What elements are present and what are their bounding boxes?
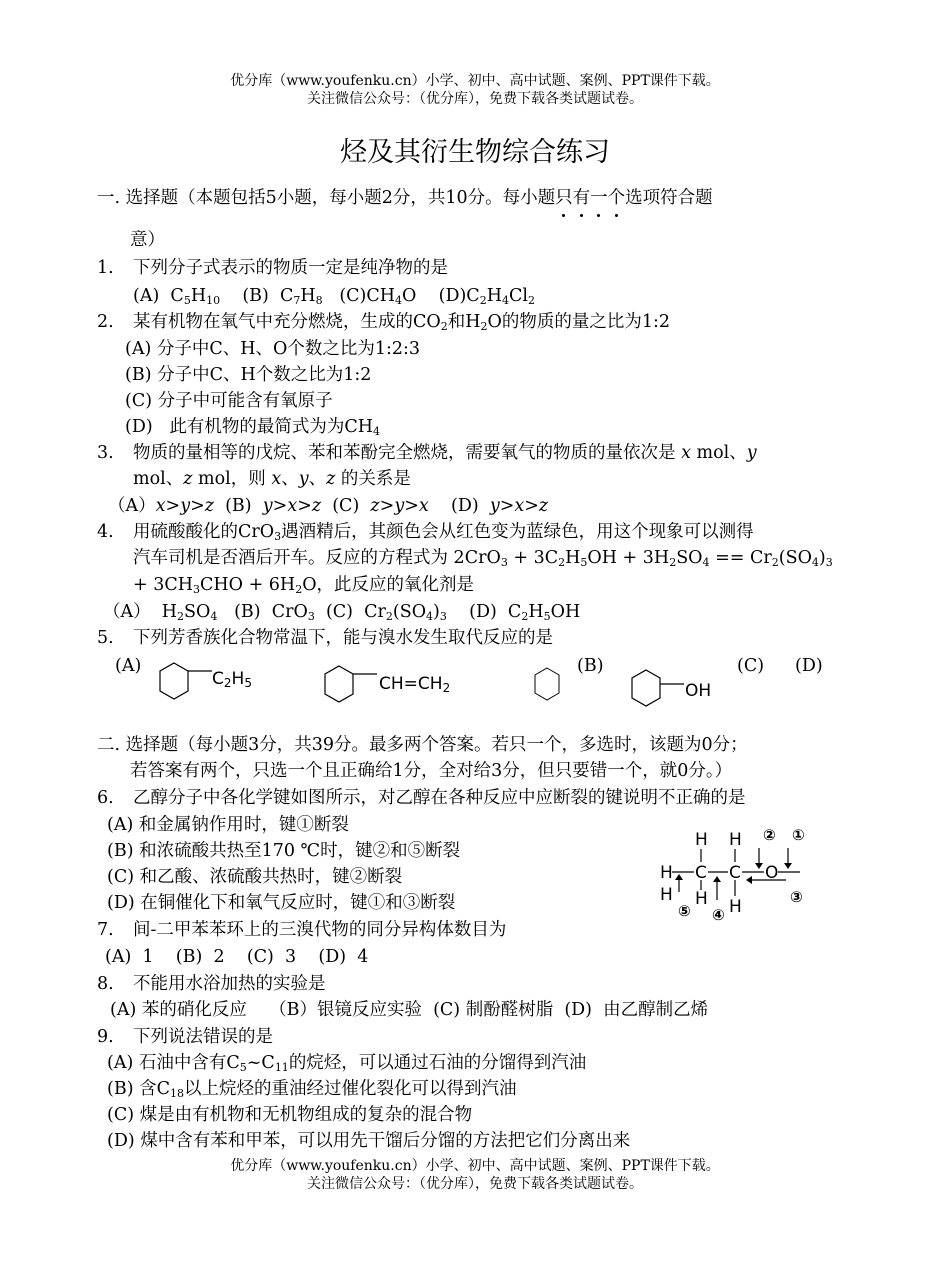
q7-number: 7. <box>97 920 114 940</box>
bond-label-3: ③ <box>790 888 803 906</box>
q3-options: （A）x>y>z (B) y>x>z (C) z>y>x (D) y>x>z <box>108 496 549 516</box>
q8-number: 8. <box>97 974 114 994</box>
q1-number: 1. <box>97 258 114 278</box>
section2-line-1: 二. 选择题（每小题3分，共39分。最多两个答案。若只一个，多选时，该题为0分； <box>97 735 748 755</box>
arrowhead-2 <box>755 863 763 869</box>
q9-option-a: (A) 石油中含有$C_5\sim C_{11}$的烷烃，可以通过石油的分馏得到汽油 <box>107 1053 587 1074</box>
group-vinyl: CH=CH2 <box>379 674 451 695</box>
footer-line-2: 关注微信公众号：（优分库），免费下载各类试题试卷。 <box>307 1176 643 1192</box>
q3-line-2: mol、z mol，则 x、y、z 的关系是 <box>133 469 411 489</box>
ethanol-bond-diagram <box>650 818 830 928</box>
structure-ethylbenzene <box>150 655 260 715</box>
q8-options: (A) 苯的硝化反应 （B）银镜反应实验 (C) 制酚醛树脂 (D) 由乙醇制乙烯 <box>110 1000 709 1020</box>
atom-h-bottom-1: H <box>695 889 708 909</box>
group-ethyl: C2H5 <box>212 669 252 690</box>
q6-option-d: (D) 在铜催化下和氧气反应时，键①和③断裂 <box>107 893 456 913</box>
bond-label-4: ④ <box>712 906 725 924</box>
benzene-ring-c <box>535 668 559 700</box>
header-line-2: 关注微信公众号：（优分库），免费下载各类试题试卷。 <box>307 91 643 107</box>
emphasis-char-3: 一 <box>590 188 608 208</box>
q4-line-1: 用硫酸酸化的CrO$_3$遇酒精后，其颜色会从红色变为蓝绿色，用这个现象可以测得 <box>133 522 754 543</box>
q1-options: (A) $C_5H_{10}$ (B) $C_7H_8$ $(C)CH_4O$ $(D)C_2H_4Cl_2$ <box>133 286 535 307</box>
atom-c-1: C <box>695 863 707 883</box>
q4-line-3: + $3CH_3CHO + 6H_2O$，此反应的氧化剂是 <box>133 575 475 596</box>
q5-label-a: (A) <box>115 656 142 676</box>
section1-heading-b: 选项符合题 <box>625 188 713 208</box>
emphasis-char-2: 有 <box>572 188 591 208</box>
q9-option-b: (B) 含$C_{18}$以上烷烃的重油经过催化裂化可以得到汽油 <box>107 1079 517 1100</box>
q2-option-d: (D) 此有机物的最简式为为$CH_4$ <box>125 417 381 438</box>
q5-number: 5. <box>97 628 114 648</box>
q2-text: 某有机物在氧气中充分燃烧，生成的$CO_2$和$H_2O$的物质的量之比为1:2 <box>133 312 671 333</box>
arrowhead-1 <box>784 863 792 869</box>
q4-line-2: 汽车司机是否酒后开车。反应的方程式为 $2CrO_3 + 3C_2H_5OH + 3H_2SO_4 == Cr_2(SO_4)_3$ <box>133 548 833 569</box>
structure-styrene <box>315 658 475 716</box>
footer-line-1: 优分库（www.youfenku.cn）小学、初中、高中试题、案例、PPT课件下载。 <box>230 1158 720 1174</box>
q6-option-c: (C) 和乙酸、浓硫酸共热时，键②断裂 <box>107 867 403 887</box>
arrowhead-4 <box>713 876 721 882</box>
arrowhead-5 <box>675 874 683 880</box>
atom-h-bottom-2: H <box>729 897 742 917</box>
structure-benzene <box>525 660 575 715</box>
atom-h-top-1: H <box>695 830 708 850</box>
q5-label-c: (C) <box>737 656 765 676</box>
q9-option-c: (C) 煤是由有机物和无机物组成的复杂的混合物 <box>107 1105 473 1125</box>
atom-o: O <box>765 863 779 883</box>
q6-number: 6. <box>97 788 114 808</box>
atom-h-bottom-left: H <box>660 885 673 905</box>
page-title: 烃及其衍生物综合练习 <box>340 137 610 168</box>
atom-h-top-2: H <box>729 830 742 850</box>
q5-label-d: (D) <box>795 656 823 676</box>
section1-heading-a: 一. 选择题（本题包括5小题，每小题2分，共10分。每小题 <box>97 188 556 208</box>
q2-option-b: (B) 分子中C、H个数之比为1:2 <box>125 365 372 385</box>
q9-number: 9. <box>97 1027 114 1047</box>
q6-text: 乙醇分子中各化学键如图所示，对乙醇在各种反应中应断裂的键说明不正确的是 <box>133 788 746 808</box>
emphasis-char-4: 个 <box>607 188 626 208</box>
q9-text: 下列说法错误的是 <box>133 1027 273 1047</box>
q3-line-1: 物质的量相等的戊烷、苯和苯酚完全燃烧，需要氧气的物质的量依次是 x mol、y <box>133 443 757 463</box>
structure-phenol <box>622 662 732 720</box>
emphasis-char-1: 只 <box>555 188 573 208</box>
arrowhead-3 <box>746 876 752 884</box>
q4-number: 4. <box>97 522 114 542</box>
header-line-1: 优分库（www.youfenku.cn）小学、初中、高中试题、案例、PPT课件下载。 <box>230 73 720 89</box>
section1-heading-end: 意） <box>130 230 165 250</box>
atom-c-2: C <box>729 863 741 883</box>
benzene-ring-d <box>632 670 660 706</box>
q4-options: （A） $H_2SO_4$ (B) CrO$_3$ (C) $Cr_2(SO_4)_3$ (D) $C_2H_5OH$ <box>103 602 581 623</box>
section1-heading <box>97 186 713 210</box>
q5-label-b: (B) <box>577 656 604 676</box>
bond-label-2: ② <box>763 826 776 844</box>
section2-line-2: 若答案有两个，只选一个且正确给1分，全对给3分，但只要错一个，就0分。） <box>130 761 733 781</box>
q6-option-a: (A) 和金属钠作用时，键①断裂 <box>107 815 349 835</box>
benzene-ring-a <box>160 663 188 699</box>
q2-option-c: (C) 分子中可能含有氧原子 <box>125 391 333 411</box>
q2-option-a: (A) 分子中C、H、O个数之比为1:2:3 <box>125 339 421 359</box>
group-hydroxyl: OH <box>685 681 712 701</box>
q7-text: 间-二甲苯苯环上的三溴代物的同分异构体数目为 <box>133 920 507 940</box>
bond-label-5: ⑤ <box>678 902 691 920</box>
q9-option-d: (D) 煤中含有苯和甲苯，可以用先干馏后分馏的方法把它们分离出来 <box>107 1131 631 1151</box>
bond-label-1: ① <box>792 826 805 844</box>
q1-text: 下列分子式表示的物质一定是纯净物的是 <box>133 258 448 278</box>
atom-h-left: H <box>660 863 673 883</box>
q2-number: 2. <box>97 312 114 332</box>
q7-options: (A) 1 (B) 2 (C) 3 (D) 4 <box>105 947 369 967</box>
q5-text: 下列芳香族化合物常温下，能与溴水发生取代反应的是 <box>133 628 553 648</box>
q6-option-b: (B) 和浓硫酸共热至170 ℃时，键②和⑤断裂 <box>107 841 461 861</box>
q3-number: 3. <box>97 443 114 463</box>
benzene-ring-b <box>325 666 353 702</box>
q8-text: 不能用水浴加热的实验是 <box>133 974 326 994</box>
